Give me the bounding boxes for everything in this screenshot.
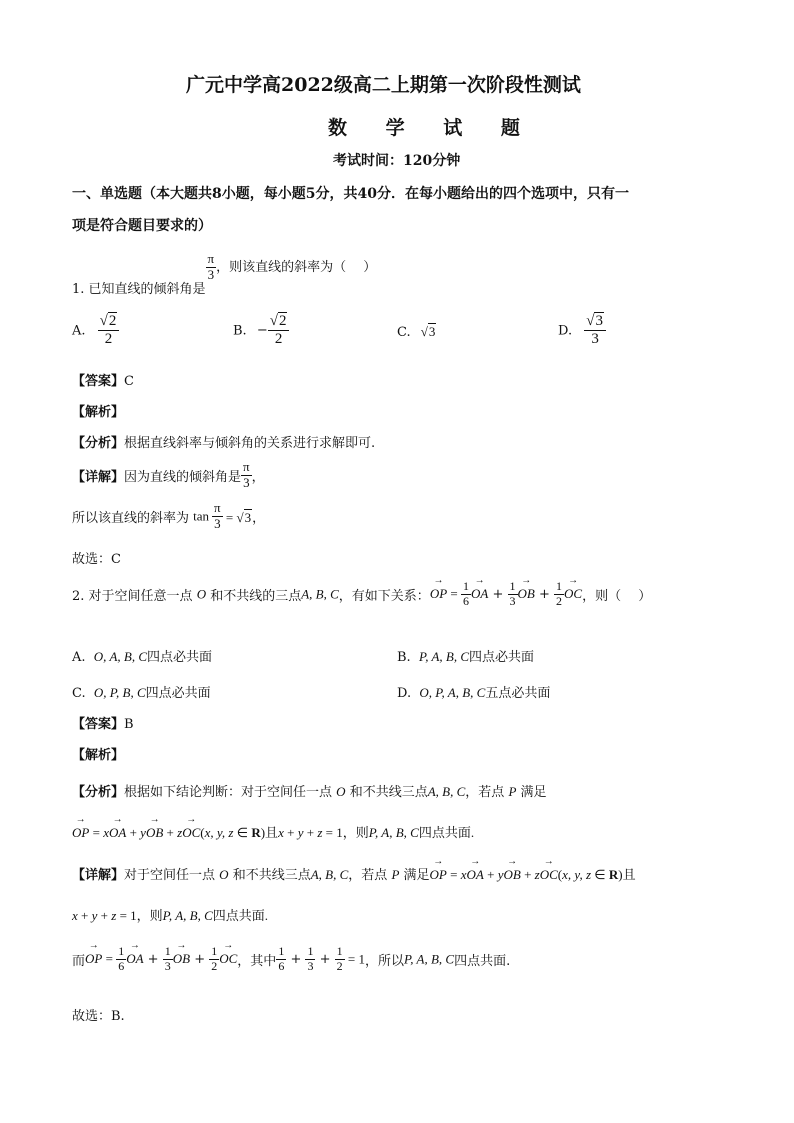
q2-option-b-label: B.	[397, 650, 411, 665]
q2-option-a-label: A.	[72, 650, 86, 665]
q1-analysis-label: 【解析】	[72, 405, 125, 420]
q1-xiangjie-text-1: 因为直线的倾斜角是	[124, 469, 242, 485]
q2-xiangjie-label: 【详解】	[72, 868, 125, 883]
q2-fenxi-text-5: 且	[265, 825, 279, 840]
q1-tan-fraction: $\frac{\pi}{3}$	[214, 500, 221, 531]
q2-fenxi-text-4: 满足	[520, 785, 547, 800]
q2-xj-text-6: ，则	[136, 908, 163, 923]
q1-option-d-value: $\frac{√3}{3}$	[584, 313, 606, 349]
q2-xj-text-2: 和不共线三点	[232, 868, 311, 883]
q1-answer-value: C	[124, 374, 134, 389]
q2-answer	[72, 713, 134, 732]
q2-stem-end: ，则（ ）	[582, 588, 652, 604]
q2-answer-label: 【答案】	[72, 717, 125, 732]
q2-xj-text-3: ，若点	[348, 868, 388, 883]
q1-option-c-label: C.	[397, 325, 411, 340]
q1-choose: 故选：C	[72, 552, 121, 567]
q2-fenxi-text-3: ，若点	[465, 785, 505, 800]
q1-answer	[72, 370, 134, 389]
q1-tan: tan	[193, 508, 210, 524]
q1-option-c	[397, 324, 436, 340]
question-2-stem: 2. 对于空间任意一点 O 和不共线的三点A, B, C，有如下关系：→ OP = $\frac{1}{6}$ → OA + $\frac{1}{3}$ → OB + $\frac{1}{2}$ → OC，则（ ）	[72, 580, 651, 609]
q2-fenxi: 【分析】根据如下结论判断：对于空间任一点 O 和不共线三点A, B, C，若点 P 满足	[72, 784, 547, 800]
q2-xiangjie-line2: x + y + z = 1，则P, A, B, C四点共面.	[72, 908, 269, 923]
q2-stem-mid: 和不共线的三点	[210, 588, 302, 604]
q2-stem-before: 2. 对于空间任意一点	[72, 588, 193, 604]
q1-xiangjie-text-2: 所以该直线的斜率为	[72, 510, 190, 526]
q2-option-c-label: C.	[72, 686, 86, 701]
q1-answer-label: 【答案】	[72, 374, 125, 389]
q2-option-c: C. O, P, B, C四点必共面	[72, 685, 211, 701]
q1-fenxi-text: 根据直线斜率与倾斜角的关系进行求解即可.	[124, 436, 376, 451]
question-1-stem	[72, 251, 377, 297]
q2-option-a-text: 四点必共面	[147, 650, 213, 665]
q2-option-a: A. O, A, B, C四点必共面	[72, 649, 213, 665]
q2-xj-text-10: ，所以	[365, 953, 405, 969]
q2-answer-value: B	[124, 717, 134, 732]
q2-option-d: D. O, P, A, B, C五点必共面	[397, 685, 551, 701]
q2-stem-after: ，有如下关系：	[338, 588, 430, 604]
q2-relation: → OP =	[430, 586, 461, 601]
q1-stem-after: ，则该直线的斜率为（ ）	[216, 259, 377, 275]
q2-fenxi-text-7: 四点共面.	[418, 825, 475, 840]
page-title: 广元中学高2022级高二上期第一次阶段性测试	[186, 74, 581, 96]
q2-fenxi-line2: → OP = x→ OA + y→ OB + z→ OC(x, y, z ∈ R)且x + y + z = 1，则P, A, B, C四点共面.	[72, 822, 474, 841]
q1-xiangjie-label: 【详解】	[72, 469, 125, 485]
q2-xj-text-7: 四点共面.	[212, 908, 269, 923]
section-heading-line1: 一、单选题（本大题共8小题，每小题5分，共40分．在每小题给出的四个选项中，只有一	[72, 186, 629, 202]
q2-option-b: B. P, A, B, C四点必共面	[397, 649, 535, 665]
q1-option-d-label: D.	[558, 323, 573, 339]
q1-option-a-label: A.	[72, 323, 86, 339]
q2-xiangjie: 【详解】对于空间任一点 O 和不共线三点A, B, C，若点 P 满足→ OP = x→ OA + y→ OB + z→ OC(x, y, z ∈ R)且	[72, 864, 636, 883]
q2-option-b-text: 四点必共面	[469, 650, 535, 665]
q1-xiangjie-line2: 所以该直线的斜率为 tan $\frac{\pi}{3}$ = √3，	[72, 500, 266, 531]
q1-option-b: B. − $\frac{√2}{2}$	[233, 313, 289, 349]
q2-option-c-text: 四点必共面	[145, 686, 211, 701]
q2-xj-text-9: ，其中	[237, 953, 277, 969]
q1-xiangjie-fraction: $\frac{\pi}{3}$	[243, 459, 250, 490]
q1-option-b-label: B.	[233, 323, 247, 339]
q2-xj-text-11: 四点共面.	[454, 953, 511, 969]
section-heading-line2: 项是符合题目要求的）	[72, 218, 212, 234]
q2-choose: 故选：B.	[72, 1009, 125, 1024]
q2-fenxi-label: 【分析】	[72, 785, 125, 800]
q1-option-c-value: √3	[420, 324, 436, 339]
q1-fenxi-label: 【分析】	[72, 436, 125, 451]
q1-option-d	[558, 313, 606, 349]
q2-xj-text-4: 满足	[403, 868, 430, 883]
q2-xj-text-1: 对于空间任一点	[124, 868, 216, 883]
page-subtitle: 数 学 试 题	[328, 117, 536, 139]
q2-option-d-label: D.	[397, 686, 412, 701]
q2-xj-text-8: 而	[72, 953, 86, 969]
q2-fenxi-text-2: 和不共线三点	[349, 785, 428, 800]
q1-option-a-value: $\frac{√2}{2}$	[98, 313, 120, 349]
q2-xiangjie-line3: 而→ OP = $\frac{1}{6}$ → OA + $\frac{1}{3}$ → OB + $\frac{1}{2}$ → OC，其中 $\frac{1}{6}$ + $\frac{1}{3}$ + $\frac{1}{2}$ = 1，所以P, A, B, C四点共面.	[72, 945, 510, 974]
q1-fenxi	[72, 432, 375, 451]
q2-option-d-text: 五点必共面	[485, 686, 551, 701]
q1-stem-before: 1. 已知直线的倾斜角是	[72, 281, 206, 297]
q2-xj-text-5: 且	[622, 868, 636, 883]
q1-option-b-value: $\frac{√2}{2}$	[268, 313, 290, 349]
q2-fenxi-text-1: 根据如下结论判断：对于空间任一点	[124, 785, 333, 800]
q1-angle-fraction: $\frac{\pi}{3}$	[207, 251, 215, 282]
q2-fenxi-text-6: ，则	[342, 825, 369, 840]
q1-xiangjie: 【详解】因为直线的倾斜角是 $\frac{\pi}{3}$ ，	[72, 459, 265, 490]
exam-time: 考试时间：120分钟	[333, 153, 461, 169]
q2-analysis-label: 【解析】	[72, 748, 125, 763]
q1-option-a	[72, 313, 119, 349]
